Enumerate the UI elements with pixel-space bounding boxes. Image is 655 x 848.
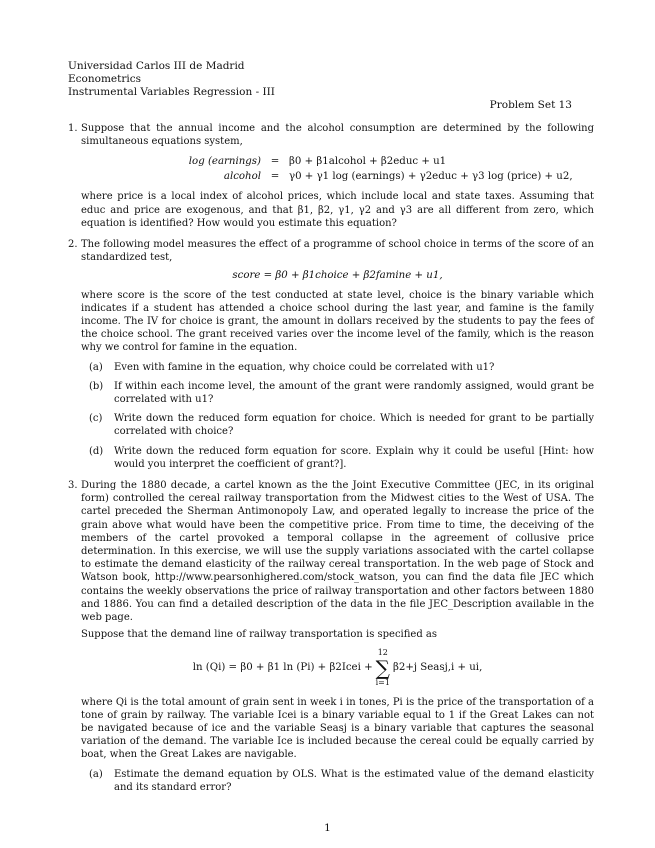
problem-3 xyxy=(68,479,594,794)
problem-set-title: Problem Set 13 xyxy=(489,99,572,111)
subquestion-text: Write down the reduced form equation for score. Explain why it could be useful [Hint: how would you interpret the coefficient of grant?]. xyxy=(114,445,594,470)
equation-lhs: alcohol xyxy=(223,171,261,183)
equals-sign: = xyxy=(270,171,280,183)
subquestion-text: If within each income level, the amount of the grant were randomly assigned, would grant be correlated with u1? xyxy=(114,380,594,406)
equals-sign: = xyxy=(270,156,280,168)
sum-lower-limit: i=1 xyxy=(375,677,390,687)
subquestion-text: Estimate the demand equation by OLS. What is the estimated value of the demand elasticity and its standard error? xyxy=(114,768,594,793)
subquestion-text: Write down the reduced form equation for choice. Which is needed for grant to be partially correlated with choice? xyxy=(114,413,594,438)
problem-text: where Qi is the total amount of grain sent in week i in tones, Pi is the price of the transportation of a tone of grain by railway. The variable Icei is a binary variable equal to 1 if the Great Lakes can not be navigated because of ice and the variable Seasj is a binary variable that captures the seasonal variation of the demand. The variable Ice is included because the cereal could be equally carried by boat, when the Great Lakes are navigable. xyxy=(81,696,594,761)
topic-title: Instrumental Variables Regression - III xyxy=(68,86,275,98)
subquestion-b xyxy=(81,380,594,406)
subquestion-text: Even with famine in the equation, why choice could be correlated with u1? xyxy=(114,361,495,373)
university-name: Universidad Carlos III de Madrid xyxy=(68,60,245,72)
equation-right: β2+j Seasj,i + ui, xyxy=(392,661,483,673)
problem-intro: Suppose that the annual income and the alcohol consumption are determined by the following simultaneous equations system, xyxy=(81,123,594,148)
subquestion-label: (c) xyxy=(89,413,103,425)
score-equation: score = β0 + β1choice + β2famine + u1, xyxy=(232,270,443,282)
problem-number: 2. xyxy=(68,239,78,251)
subquestion-label: (a) xyxy=(89,768,103,780)
problem-2 xyxy=(68,238,594,471)
problem-intro: The following model measures the effect of a programme of school choice in terms of the score of an standardized test, xyxy=(81,239,594,264)
equation-lhs: log (earnings) xyxy=(188,156,261,168)
problem-number: 1. xyxy=(68,123,78,134)
problems xyxy=(68,122,594,802)
page-number: 1 xyxy=(324,822,331,834)
sum-symbol: ∑ xyxy=(375,655,390,680)
sum-upper-limit: 12 xyxy=(377,647,388,657)
problem-number: 3. xyxy=(68,480,78,492)
subquestion-label: (d) xyxy=(89,445,104,457)
problem-1 xyxy=(68,122,594,230)
course-name: Econometrics xyxy=(68,73,141,85)
problem-text: where price is a local index of alcohol prices, which include local and state taxes. Assuming that educ and price are exogenous, and that β1, β2, γ1, γ2 and γ3 are all different from zero, which equation is identified? How would you estimate this equation? xyxy=(81,191,594,229)
subquestion-a xyxy=(81,768,594,794)
equation-left: ln (Qi) = β0 + β1 ln (Pi) + β2Icei + xyxy=(192,661,373,673)
subquestion-label: (a) xyxy=(89,361,103,373)
summation xyxy=(376,648,390,688)
subquestion-d xyxy=(81,445,594,471)
problem-text: where score is the score of the test conducted at state level, choice is the binary variable which indicates if a student has attended a choice school during the last year, and famine is the family income. The IV for choice is grant, the amount in dollars received by the students to pay the fees of the choice school. The grant received varies over the income level of the family, which is the reason why we control for famine in the equation. xyxy=(81,289,594,354)
subquestion-a xyxy=(81,361,594,374)
problem-text: During the 1880 decade, a cartel known as the the Joint Executive Committee (JEC, in its original form) controlled the cereal railway transportation from the Midwest cities to the West of USA. The cartel preceded the Sherman Antimonopoly Law, and operated legally to increase the price of the grain above what would have been the competitive price. From time to time, the deceiving of the members of the cartel provoked a temporal collapse in the agreement of collusive price determination. In this exercise, we will use the supply variations associated with the cartel collapse to estimate the demand elasticity of the railway cereal transportation. In the web page of Stock and Watson book, http://www.pearsonhighered.com/stock_watson, you can find the data file JEC which contains the weekly observations the price of railway transportation and other factors between 1880 and 1886. You can find a detailed description of the data in the file JEC_Description available in the web page. xyxy=(81,480,594,624)
document-header xyxy=(68,60,275,99)
equation-rhs: γ0 + γ1 log (earnings) + γ2educ + γ3 log (price) + u2, xyxy=(289,171,573,183)
problem-text: Suppose that the demand line of railway transportation is specified as xyxy=(81,629,438,641)
subquestion-label: (b) xyxy=(89,380,104,392)
subquestion-c xyxy=(81,412,594,438)
demand-equation xyxy=(81,648,594,688)
equation-system xyxy=(171,154,594,184)
equation-rhs: β0 + β1alcohol + β2educ + u1 xyxy=(289,156,447,168)
